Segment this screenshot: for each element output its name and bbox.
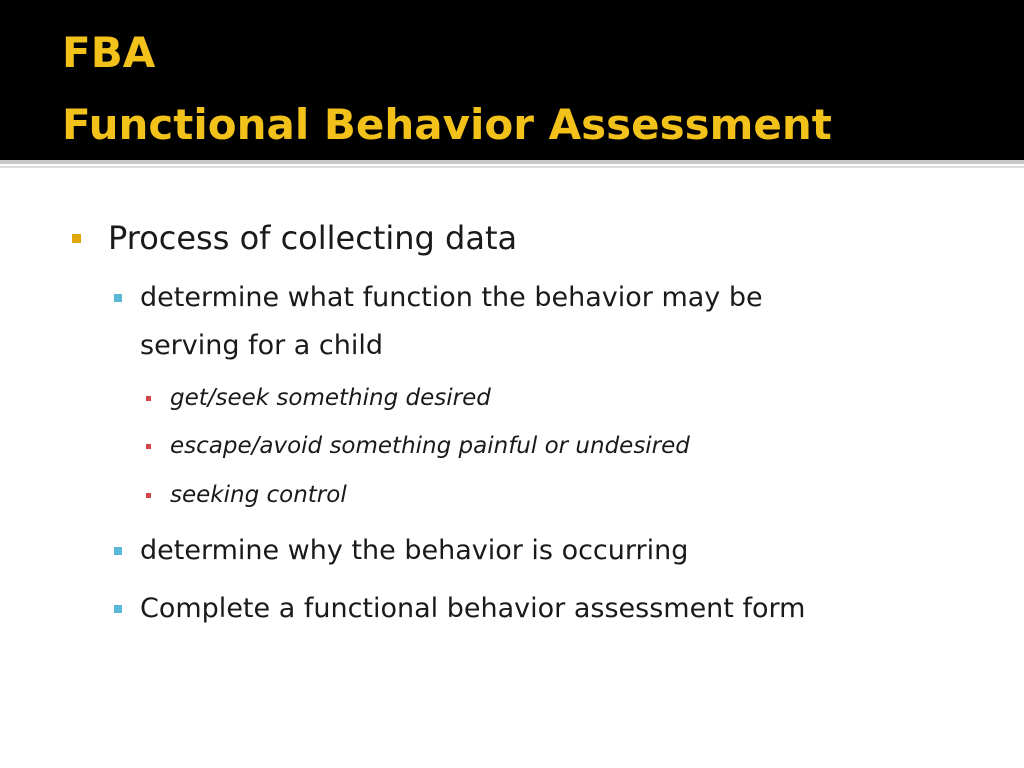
title-divider-thin — [0, 166, 1024, 168]
bullet-get-seek: get/seek something desired — [170, 385, 491, 411]
bullet-square-icon — [146, 444, 151, 449]
bullet-determine-why: determine why the behavior is occurring — [140, 535, 689, 566]
bullet-square-icon — [146, 493, 151, 498]
bullet-determine-function: determine what function the behavior may be — [140, 282, 763, 313]
title-acronym: FBA — [62, 28, 156, 77]
bullet-square-icon — [114, 605, 122, 613]
bullet-square-icon — [114, 547, 122, 555]
bullet-square-icon — [72, 234, 81, 243]
bullet-escape-avoid: escape/avoid something painful or undesired — [170, 433, 690, 459]
bullet-determine-function-cont: serving for a child — [140, 330, 384, 361]
title-bar — [0, 0, 1024, 160]
bullet-seeking-control: seeking control — [170, 482, 347, 508]
bullet-square-icon — [114, 294, 122, 302]
bullet-square-icon — [146, 396, 151, 401]
title-full: Functional Behavior Assessment — [62, 100, 832, 149]
title-divider — [0, 160, 1024, 164]
bullet-process: Process of collecting data — [108, 219, 518, 257]
bullet-complete-form: Complete a functional behavior assessment form — [140, 593, 806, 624]
